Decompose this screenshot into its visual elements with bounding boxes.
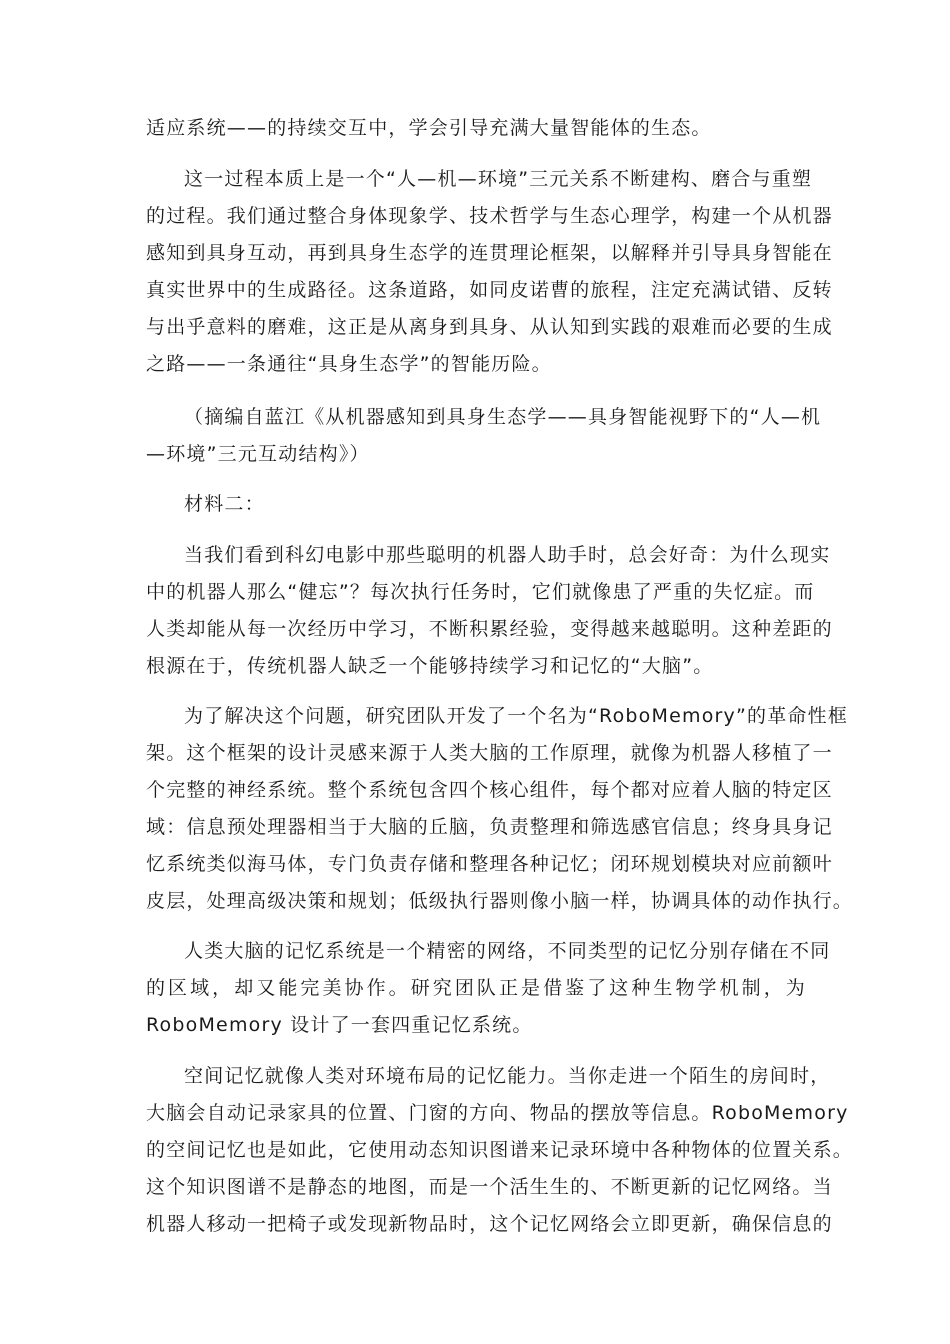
text-line: RoboMemory 设计了一套四重记忆系统。	[146, 1014, 533, 1036]
text-line: 中的机器人那么“健忘”？每次执行任务时，它们就像患了严重的失忆症。而	[146, 581, 815, 603]
text-line: 感知到具身互动，再到具身生态学的连贯理论框架，以解释并引导具身智能在	[146, 242, 833, 264]
text-line: 架。这个框架的设计灵感来源于人类大脑的工作原理，就像为机器人移植了一	[146, 742, 833, 764]
text-line: 人类却能从每一次经历中学习，不断积累经验，变得越来越聪明。这种差距的	[146, 618, 833, 640]
text-line: 机器人移动一把椅子或发现新物品时，这个记忆网络会立即更新，确保信息的	[146, 1213, 833, 1235]
citation-line: （摘编自蓝江《从机器感知到具身生态学——具身智能视野下的“人—机	[184, 406, 822, 428]
text-line: 空间记忆就像人类对环境布局的记忆能力。当你走进一个陌生的房间时，	[184, 1065, 831, 1087]
text-line: 个完整的神经系统。整个系统包含四个核心组件，每个都对应着人脑的特定区	[146, 779, 833, 801]
text-line: 域：信息预处理器相当于大脑的丘脑，负责整理和筛选感官信息；终身具身记	[146, 816, 833, 838]
text-line: 皮层，处理高级决策和规划；低级执行器则像小脑一样，协调具体的动作执行。	[146, 890, 854, 912]
text-line: 当我们看到科幻电影中那些聪明的机器人助手时，总会好奇：为什么现实	[184, 544, 831, 566]
text-line: 与出乎意料的磨难，这正是从离身到具身、从认知到实践的艰难而必要的生成	[146, 316, 833, 338]
text-line: 为了解决这个问题，研究团队开发了一个名为“RoboMemory”的革命性框	[184, 705, 849, 727]
text-line: 的过程。我们通过整合身体现象学、技术哲学与生态心理学，构建一个从机器	[146, 205, 833, 227]
section-heading: 材料二：	[184, 493, 265, 515]
text-line: 根源在于，传统机器人缺乏一个能够持续学习和记忆的“大脑”。	[146, 655, 714, 677]
text-line: 真实世界中的生成路径。这条道路，如同皮诺曹的旅程，注定充满试错、反转	[146, 279, 833, 301]
text-line: 的空间记忆也是如此，它使用动态知识图谱来记录环境中各种物体的位置关系。	[146, 1139, 854, 1161]
text-line: 这个知识图谱不是静态的地图，而是一个活生生的、不断更新的记忆网络。当	[146, 1176, 833, 1198]
text-line: 这一过程本质上是一个“人—机—环境”三元关系不断建构、磨合与重塑	[184, 168, 813, 190]
text-line: 的区域，却又能完美协作。研究团队正是借鉴了这种生物学机制，为	[146, 977, 806, 999]
text-line: 忆系统类似海马体，专门负责存储和整理各种记忆；闭环规划模块对应前额叶	[146, 853, 833, 875]
text-line: 适应系统——的持续交互中，学会引导充满大量智能体的生态。	[146, 117, 712, 139]
text-line: 人类大脑的记忆系统是一个精密的网络，不同类型的记忆分别存储在不同	[184, 940, 831, 962]
citation-line: —环境”三元互动结构》）	[146, 443, 370, 465]
text-line: 大脑会自动记录家具的位置、门窗的方向、物品的摆放等信息。RoboMemory	[146, 1102, 849, 1124]
text-line: 之路——一条通往“具身生态学”的智能历险。	[146, 353, 552, 375]
